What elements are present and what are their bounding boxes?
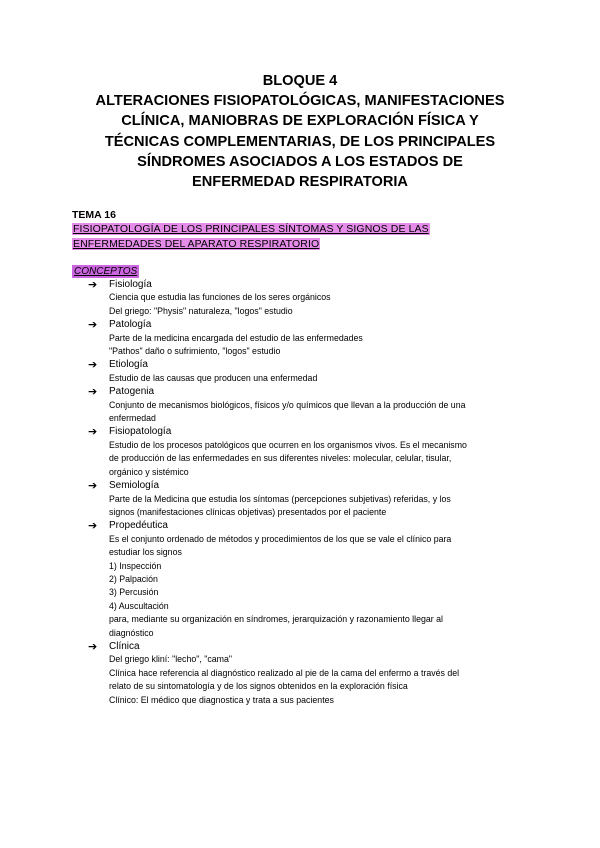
concept-description-line: diagnóstico [109,627,154,638]
concept-description-line: enfermedad [109,413,156,424]
title-line: TÉCNICAS COMPLEMENTARIAS, DE LOS PRINCIPALES [104,133,496,150]
concept-item [88,519,528,640]
arrow-icon: ➔ [88,639,98,653]
title-line: ALTERACIONES FISIOPATOLÓGICAS, MANIFESTACIONES [95,93,505,110]
concept-item [88,278,528,318]
concept-description-line: Estudio de las causas que producen una enfermedad [109,372,318,383]
concept-term: Patogenia [109,386,155,398]
tema-label: TEMA 16 [72,209,116,221]
concept-description-line: Del griego kliní: "lecho", "cama" [109,654,232,665]
tema-heading-line-1: FISIOPATOLOGÍA DE LOS PRINCIPALES SÍNTOMAS Y SIGNOS DE LAS [73,223,429,235]
concept-description-line: Parte de la Medicina que estudia los síntomas (percepciones subjetivas) referidas, y los [109,493,451,504]
concept-item [88,318,528,358]
concept-description-line: 4) Auscultación [109,600,169,611]
arrow-icon: ➔ [88,278,98,291]
concept-item [88,425,528,479]
concept-description-line: de producción de las enfermedades en sus diferentes niveles: molecular, celular, tisular, [109,453,452,464]
concept-description-line: Estudio de los procesos patológicos que ocurren en los organismos vivos. Es el mecanismo [109,439,467,450]
concept-description-line: para, mediante su organización en síndromes, jerarquización y razonamiento llegar al [109,614,443,625]
concept-description-line: signos (manifestaciones clínicas objetivas) presentados por el paciente [109,506,387,517]
tema-heading [72,222,430,251]
arrow-icon: ➔ [88,318,98,332]
concept-description-line: Conjunto de mecanismos biológicos, físicos y/o químicos que llevan a la producción de una [109,399,466,410]
tema-heading-line-2: ENFERMEDADES DEL APARATO RESPIRATORIO [73,237,320,250]
concept-description-line: Clínica hace referencia al diagnóstico realizado al pie de la cama del enfermo a través del [109,667,460,678]
concept-description-line: 1) Inspección [109,560,162,571]
arrow-icon: ➔ [88,358,98,372]
concept-description-line: "Pathos" daño o sufrimiento, "logos" estudio [109,346,281,357]
concept-description-line: Parte de la medicina encargada del estudio de las enfermedades [109,332,363,343]
title-line: ENFERMEDAD RESPIRATORIA [192,174,408,191]
arrow-icon: ➔ [88,385,98,399]
concept-description-line: relato de su sintomatología y de los signos obtenidos en la exploración física [109,681,408,692]
concept-description-line: orgánico y sistémico [109,466,189,477]
concept-item [88,640,528,707]
concept-term: Semiología [109,480,160,492]
concept-description-line: Del griego: "Physis" naturaleza, "logos" estudio [109,305,293,316]
concept-description-line: 2) Palpación [109,573,158,584]
concept-term: Clínica [109,640,140,652]
concept-term: Propedéutica [109,520,168,532]
arrow-icon: ➔ [88,519,98,533]
title-line: CLÍNICA, MANIOBRAS DE EXPLORACIÓN FÍSICA Y [121,113,479,130]
concept-term: Fisiología [109,279,152,290]
concept-item [88,358,528,385]
concept-description-line: Clínico: El médico que diagnostica y trata a sus pacientes [109,694,334,705]
concept-description-line: 3) Percusión [109,587,159,598]
bloque-label: BLOQUE 4 [262,73,338,89]
concept-item [88,479,528,519]
concept-term: Patología [109,319,152,331]
concept-description-line: Es el conjunto ordenado de métodos y procedimientos de los que se vale el clínico para [109,533,452,544]
concept-term: Etiología [109,359,148,371]
arrow-icon: ➔ [88,479,98,493]
concept-description-line: Ciencia que estudia las funciones de los seres orgánicos [109,292,331,303]
concept-description-line: estudiar los signos [109,547,182,558]
title-line: SÍNDROMES ASOCIADOS A LOS ESTADOS DE [137,153,463,170]
document-title [60,71,540,192]
concept-item [88,385,528,425]
concept-list [88,278,528,707]
arrow-icon: ➔ [88,425,98,439]
conceptos-label: CONCEPTOS [74,266,138,277]
concept-term: Fisiopatología [109,426,172,438]
